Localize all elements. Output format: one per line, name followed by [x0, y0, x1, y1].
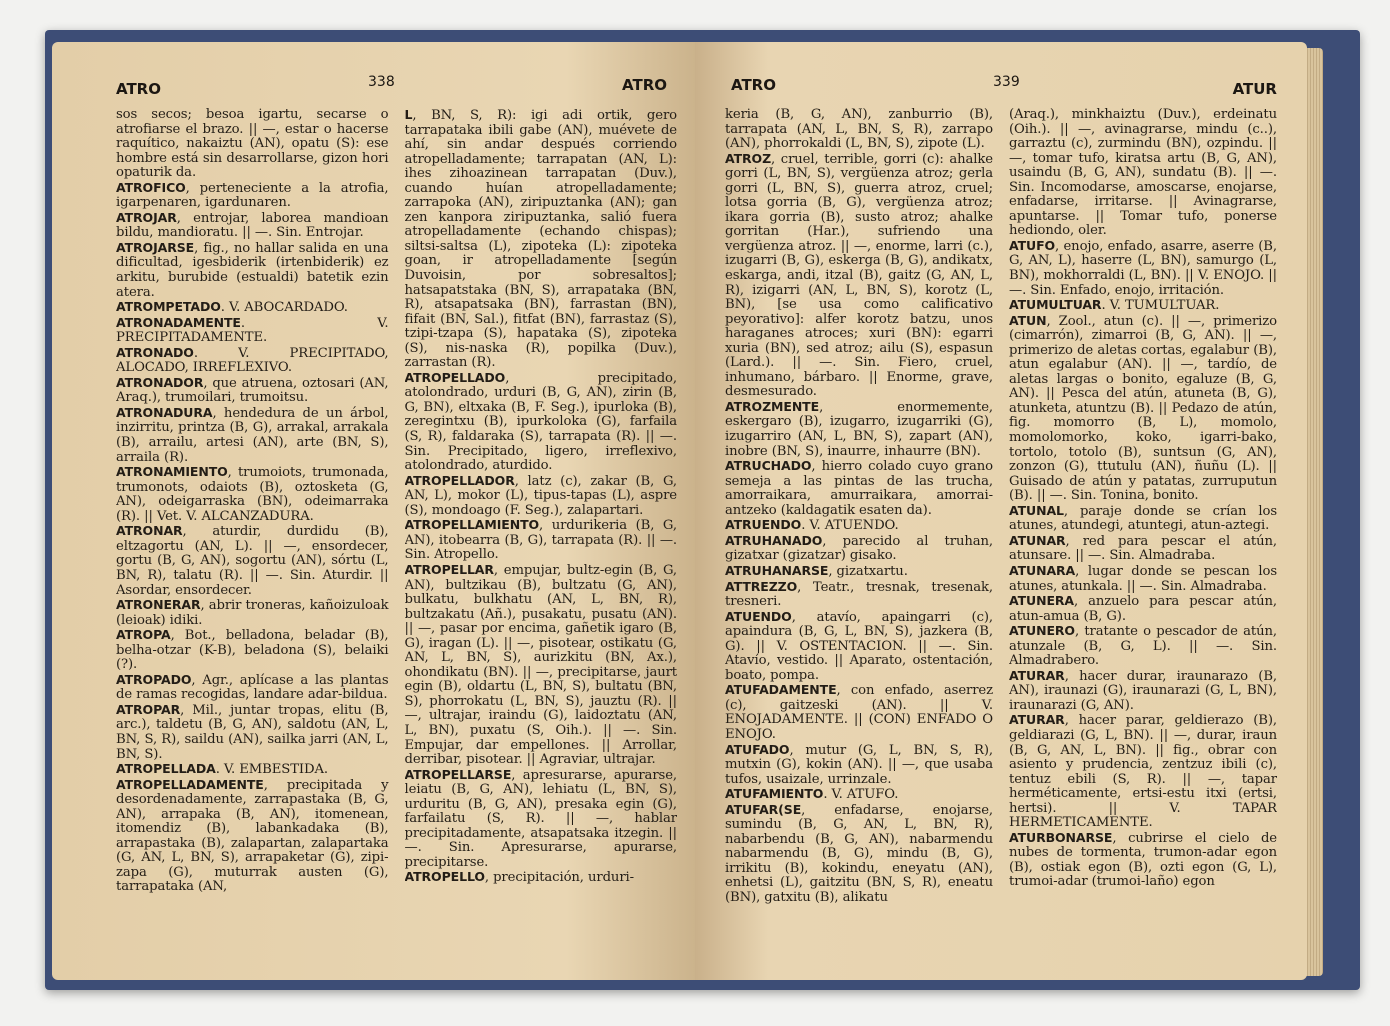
dictionary-entry: ATUNERA, anzuelo para pescar atún, atun-amua (B, G). [1009, 593, 1277, 624]
dictionary-entry: (Araq.), minkhaiztu (Duv.), erdeinatu (Oih.). || —, avinagrarse, mindu (c..), garraztu (c), zurmindu (BN), ozpindu. || —, tomar tufo, kiratsa artu (B, G, AN), usaindu (B, G, AN), sundatu (B). || —. Sin. Incomodarse, amoscarse, enojarse, enfadarse, irritarse. || Avinagrarse, apuntarse. || Tomar tufo, ponerse hediondo, oler. [1009, 108, 1277, 239]
dictionary-entry: ATUFADO, mutur (G, L, BN, S, R), mutxin (G), kokin (AN). || —, que usaba tufos, usaizale, urrinzale. [725, 741, 993, 787]
dictionary-entry: ATROPAR, Mil., juntar tropas, elitu (B, arc.), taldetu (B, G, AN), saldotu (AN, L, BN, S, R), saildu (AN), sailka jarri (AN, L, BN, S). [116, 701, 389, 762]
dictionary-entry: ATUNERO, tratante o pescador de atún, atunzale (B, G, L). || —. Sin. Almadrabero. [1009, 623, 1277, 669]
dictionary-entry: ATRUHANARSE, gizatxartu. [725, 562, 908, 579]
dictionary-entry: ATUFO, enojo, enfado, asarre, aserre (B, G, AN, L), haserre (L, BN), samurgo (L, BN), mokhorraldi (L, BN). || V. ENOJO. || —. Sin. Enfado, enojo, irritación. [1009, 237, 1277, 298]
dictionary-entry: ATUFAMIENTO. V. ATUFO. [725, 786, 899, 803]
dictionary-entry: ATRUCHADO, hierro colado cuyo grano semeja a las pintas de las trucha, amorraikara, amurraikara, amorrai-antzeko (kaldagatik esaten da). [725, 458, 993, 518]
page-number: 339 [993, 74, 1020, 90]
dictionary-entry: ATROZ, cruel, terrible, gorri (c): ahalke gorri (L, BN, S), vergüenza atroz; gerla gorri (L, BN, S), guerra atroz, cruel; lotsa gorria (B, G), vergüenza atroz; ikara gorria (B), susto atroz; ahalke gorritan (Har.), sufriendo una vergüenza atroz. || —, enorme, larri (c.), izugarri (B, G), eskerga (B, G), andikatx, eskarga, andi, itzal (B), gaitz (G, AN, L, R), izigarri (AN, L, BN, S), korotz (L, BN), [se usa como calificativo peyorativo]: alfer korotz batzu, unos haraganes atroces; xuri (BN): egarri xuria (BN), sed atroz; ailu (S), espasun (Lard.). || —. Sin. Fiero, cruel, inhumano, bárbaro. || Enorme, grave, desmesurado. [725, 150, 993, 400]
dictionary-entry: ATRONERAR, abrir troneras, kañoizuloak (leioak) idiki. [116, 597, 389, 628]
dictionary-column [1009, 108, 1277, 968]
dictionary-entry: ATROJARSE, fig., no hallar salida en una dificultad, igesbiderik (irtenbiderik) ez arkitu, burubide (estualdi) batetik ezin atera. [116, 239, 389, 300]
dictionary-entry: keria (B, G, AN), zanburrio (B), tarrapata (AN, L, BN, S, R), zarrapo (AN), phorrokaldi (L, BN, S), zipote (L). [725, 108, 993, 152]
dictionary-column [725, 108, 993, 968]
dictionary-entry: ATROPADO, Agr., aplícase a las plantas de ramas recogidas, landare adar-bildua. [116, 671, 389, 703]
dictionary-entry: ATRUENDO. V. ATUENDO. [725, 517, 899, 534]
dictionary-entry: ATROMPETADO. V. ABOCARDADO. [116, 299, 348, 316]
dictionary-entry: ATUMULTUAR. V. TUMULTUAR. [1009, 297, 1220, 314]
dictionary-entry: ATRONADURA, hendedura de un árbol, inzirritu, printza (B, G), arrakal, arrakala (B), arrailu, artesi (AN), arte (BN, S), arraila (R). [116, 404, 389, 465]
dictionary-entry: ATROFICO, perteneciente a la atrofia, igarpenaren, igardunaren. [116, 179, 389, 211]
dictionary-column [116, 108, 389, 968]
dictionary-entry: ATUFADAMENTE, con enfado, aserrez (c), gaitzeski (AN). || V. ENOJADAMENTE. || (CON) ENFADO O ENOJO. [725, 682, 993, 742]
dictionary-entry: ATROPELLO, precipitación, urduri- [404, 869, 634, 886]
dictionary-entry: ATRONAMIENTO, trumoiots, trumonada, trumonots, odaiots (B), oztosketa (G, AN), odeigarraska (BN), odeimarraka (R). || Vet. V. ALCANZADURA. [116, 464, 389, 524]
guide-word-left: ATRO [116, 80, 161, 98]
dictionary-entry: ATUENDO, atavío, apaingarri (c), apaindura (B, G, L, BN, S), jazkera (B, G). || V. OSTENTACION. || —. Sin. Atavío, vestido. || Aparato, ostentación, boato, pompa. [725, 608, 993, 683]
dictionary-entry: ATROPELLARSE, apresurarse, apurarse, leiatu (B, G, AN), lehiatu (L, BN, S), urduritu (B, G, AN), presaka egin (G), farfailatu (S, R). || —, hablar precipitadamente, atsapatsaka itzegin. || —. Sin. Apresurarse, apurarse, precipitarse. [404, 766, 677, 870]
dictionary-entry: ATROJAR, entrojar, laborea mandioan bildu, mandioratu. || —. Sin. Entrojar. [116, 209, 389, 241]
guide-word-right: ATRO [622, 76, 667, 94]
left-page-columns [116, 108, 677, 968]
dictionary-entry: ATROPELLAR, empujar, bultz-egin (B, G, AN), bultzikau (B), bultzatu (G, AN), bulkatu, bulkhatu (AN, L, BN, R), bultzakatu (Añ.), pusakatu, pusatu (AN). || —, pasar por encima, gañetik igaro (B, G), iragan (L). || —, pisotear, ostikatu (G, AN, L, BN, S), aurizkitu (BN, Ax.), ohondikatu (BN). || —, precipitarse, jaurt egin (B), oldartu (L, BN, S), bultatu (BN, S), phorrokatu (L, BN, S), jauztu (R). || —, ultrajar, iraindu (G), laidoztatu (AN, L, BN), puxatu (S, Oih.). || —. Sin. Empujar, dar empellones. || Arrollar, derribar, pisotear. || Agraviar, ultrajar. [404, 561, 677, 768]
right-page [695, 42, 1307, 980]
dictionary-column [405, 108, 678, 968]
dictionary-entry: ATUNAR, red para pescar el atún, atunsare. || —. Sin. Almadraba. [1009, 532, 1277, 564]
right-page-header [725, 70, 1277, 100]
guide-word-left: ATRO [731, 76, 776, 94]
dictionary-entry: ATRONAR, aturdir, durdidu (B), eltzagortu (AN, L). || —, ensordecer, gortu (B, G, AN), sogortu (AN), sórtu (L, BN, R), talatu (R). || —. Sin. Aturdir. || Asordar, ensordecer. [116, 523, 389, 598]
dictionary-entry: ATROPELLADA. V. EMBESTIDA. [116, 761, 329, 778]
dictionary-entry: ATUNARA, lugar donde se pescan los atunes, atunkala. || —. Sin. Almadraba. [1009, 562, 1277, 594]
dictionary-entry: ATUNAL, paraje donde se crían los atunes, atundegi, atuntegi, atun-aztegi. [1009, 502, 1277, 534]
dictionary-entry: ATROPA, Bot., belladona, beladar (B), belha-otzar (K-B), beladona (S), belaiki (?). [116, 627, 389, 673]
dictionary-entry: L, BN, S, R): igi adi ortik, gero tarrapataka ibili gabe (AN), muévete de ahí, sin andar después corriendo atropelladamente; tarrapatan (AN, L): ihes zihoazinean tarrapatan (Duv.), cuando huían atropelladamente; zarrapoka (AN), ziripuztanka (AN); gan zen kanpora ziripuztanka, salió fuera atropelladamente (echando chispas); siltsi-saltsa (L), zipoteka (L): zipoteka goan, ir atropelladamente [según Duvoisin, por sobresaltos]; hatsapatstaka (BN, S), arrapataka (BN, R), atsapatsaka (BN), farrastan (BN), fifait (BN, Sal.), fitfat (BN), farrastaz (S), tzipi-tzapa (S), hapataka (S), zipoteka (S), nis-naska (R), popilka (Duv.), zarrastan (R). [404, 108, 677, 371]
dictionary-entry: ATRONADOR, que atruena, oztosari (AN, Araq.), trumoilari, trumoitsu. [116, 374, 389, 406]
dictionary-entry: ATROZMENTE, enormemente, eskergaro (B), izugarro, izugarriki (G), izugarriro (AN, L, BN, S), zapart (AN), inobre (BN, S), inaurre, inhaurre (BN). [725, 398, 993, 459]
dictionary-entry: ATTREZZO, Teatr., tresnak, tresenak, tresneri. [725, 578, 993, 610]
dictionary-entry: ATROPELLADO, precipitado, atolondrado, urduri (B, G, AN), zirin (B, G, BN), eltxaka (B, F. Seg.), ipurloka (B), zeregintxu (B), ipurkoloka (G), farfaila (S, R), faldaraka (S), tarrapata (R). || —. Sin. Precipitado, ligero, irreflexivo, atolondrado, aturdido. [404, 369, 677, 474]
dictionary-entry: ATROPELLADAMENTE, precipitada y desordenadamente, zarrapastaka (B, G, AN), arrapaka (B, AN), itomenean, itomendiz (B), labankadaka (B), arrapastaka (B), zalapartan, zalapartaka (G, AN, L, BN, S), arrapaketar (G), zipi-zapa (G), muturrak austen (G), tarrapataka (AN, [116, 776, 389, 895]
left-page-header [116, 70, 677, 100]
left-page [52, 42, 695, 980]
right-page-columns [725, 108, 1277, 968]
dictionary-entry: ATRUHANADO, parecido al truhan, gizatxar (gizatzar) gisako. [725, 532, 993, 564]
dictionary-entry: ATRONADAMENTE. V. PRECIPITADAMENTE. [116, 314, 389, 346]
page-number: 338 [368, 74, 395, 90]
dictionary-entry: ATURAR, hacer durar, iraunarazo (B, AN), iraunazi (G), iraunarazi (G, L, BN), iraunarazi (G, AN). [1009, 667, 1277, 713]
dictionary-entry: ATUFAR(SE, enfadarse, enojarse, sumindu (B, G, AN, L, BN, R), nabarbendu (B, G, AN), nabarmendu nabarmendu (B, G), mindu (B, G), irrikitu (B), kokindu, eneyatu (AN), enhetsi (L), gaitzitu (BN, S, R), eneatu (BN), gatxitu (B), alikatu [725, 801, 993, 905]
dictionary-entry: ATURAR, hacer parar, geldierazo (B), geldiarazi (G, L, BN). || —, durar, iraun (B, G, AN, L, BN). || fig., obrar con asiento y prudencia, zentzuz ibili (c), tentuz ebili (S, R). || —, tapar herméticamente, ertsi-estu itxi (ertsi, hertsi). || V. TAPAR HERMETICAMENTE. [1009, 712, 1277, 831]
dictionary-entry: ATURBONARSE, cubrirse el cielo de nubes de tormenta, trumon-adar egon (B), ostiak egon (B), ozti egon (G, L), trumoi-adar (trumoi-laño) egon [1009, 829, 1277, 890]
dictionary-entry: ATROPELLAMIENTO, urdurikeria (B, G, AN), itobearra (B, G), tarrapata (R). || —. Sin. Atropello. [404, 517, 677, 563]
guide-word-right: ATUR [1232, 80, 1277, 98]
page-edges [1305, 48, 1323, 976]
dictionary-entry: sos secos; besoa igartu, secarse o atrofiarse el brazo. || —, estar o hacerse raquítico, nakaiztu (AN), opatu (S): ese hombre está sin desarrollarse, gizon hori opaturik da. [116, 108, 389, 181]
dictionary-entry: ATUN, Zool., atun (c). || —, primerizo (cimarrón), zimarroi (B, G, AN). || —, primerizo de aletas cortas, egalabur (B), atun egalabur (AN). || —, tardío, de aletas largas o bonito, egaluze (B, G, AN). || Pesca del atún, atuneta (B, G), atunketa, atuntzu (B). || Pedazo de atún, fig. momorro (B, L), momolo, momolomorko, koko, igarri-bako, tortolo, totolo (B), suntsun (G, AN), zonzon (G), ttutulu (AN), ñuñu (L). || Guisado de atún y patatas, zurruputun (B). || —. Sin. Tonina, bonito. [1009, 312, 1277, 504]
dictionary-entry: ATROPELLADOR, latz (c), zakar (B, G, AN, L), mokor (L), tipus-tapas (L), aspre (S), mondoago (F. Seg.), zalapartari. [404, 472, 677, 518]
dictionary-entry: ATRONADO. V. PRECIPITADO, ALOCADO, IRREFLEXIVO. [116, 344, 389, 376]
